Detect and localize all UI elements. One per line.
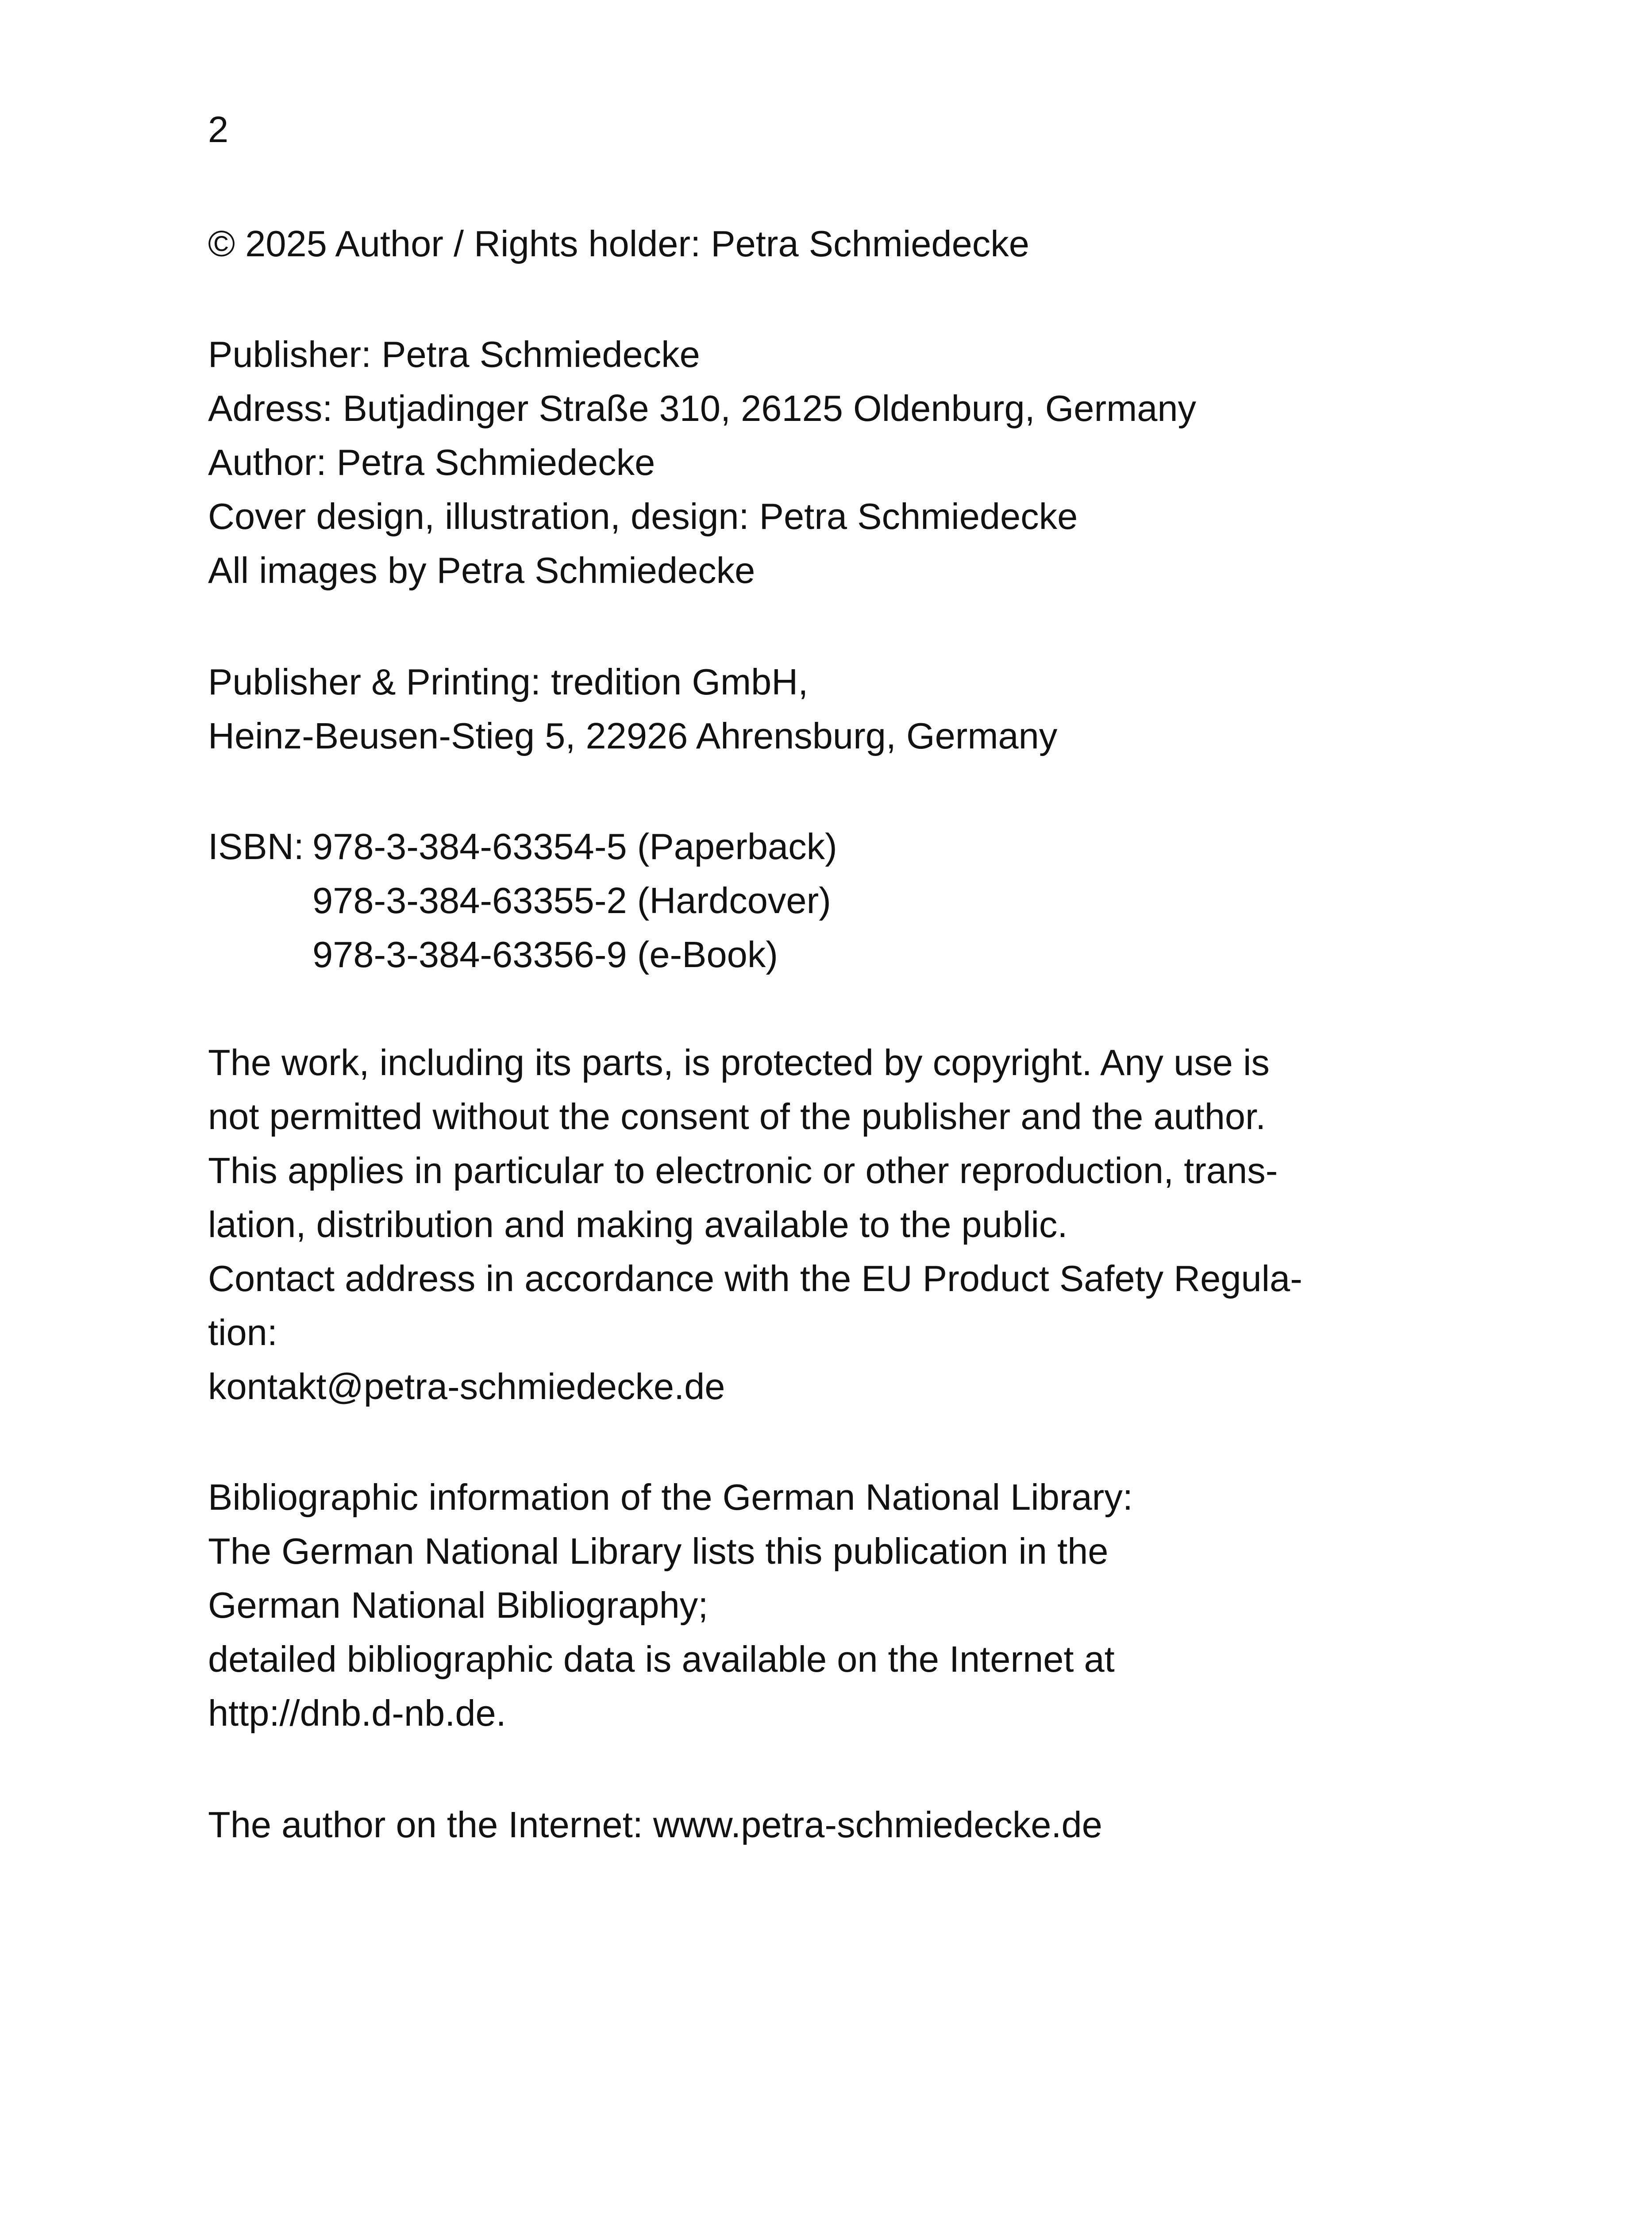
isbn-row <box>208 928 837 982</box>
printing-address-line: Heinz-Beusen-Stieg 5, 22926 Ahrensburg, Germany <box>208 715 1058 756</box>
isbn-hardcover: 978-3-384-63355-2 (Hardcover) <box>312 880 831 921</box>
author-line: Author: Petra Schmiedecke <box>208 442 655 483</box>
isbn-paperback: 978-3-384-63354-5 (Paperback) <box>312 826 837 867</box>
rights-line: The work, including its parts, is protected by copyright. Any use is <box>208 1042 1270 1083</box>
images-credit-line: All images by Petra Schmiedecke <box>208 550 755 591</box>
rights-block <box>208 1036 1302 1414</box>
isbn-ebook: 978-3-384-63356-9 (e-Book) <box>312 934 778 975</box>
isbn-label: ISBN: <box>208 826 304 867</box>
contact-email: kontakt@petra-schmiedecke.de <box>208 1366 725 1407</box>
dnb-url: http://dnb.d-nb.de. <box>208 1693 506 1734</box>
rights-line: not permitted without the consent of the publisher and the author. <box>208 1096 1266 1137</box>
isbn-row <box>208 820 837 874</box>
printing-block <box>208 655 1057 763</box>
biblio-line: The German National Library lists this publication in the <box>208 1531 1109 1572</box>
contact-line: Contact address in accordance with the EU Product Safety Regula- <box>208 1258 1302 1299</box>
biblio-line: German National Bibliography; <box>208 1585 709 1626</box>
author-website-line: The author on the Internet: www.petra-schmiedecke.de <box>208 1804 1102 1845</box>
author-website-block <box>208 1798 1102 1852</box>
printing-publisher-line: Publisher & Printing: tredition GmbH, <box>208 661 809 702</box>
contact-line: tion: <box>208 1312 277 1353</box>
rights-line: lation, distribution and making available to the public. <box>208 1204 1068 1245</box>
copyright-line: © 2025 Author / Rights holder: Petra Schmiedecke <box>208 223 1029 264</box>
rights-line: This applies in particular to electronic or other reproduction, trans- <box>208 1150 1278 1191</box>
isbn-row <box>208 874 837 928</box>
publisher-line: Publisher: Petra Schmiedecke <box>208 334 700 375</box>
biblio-line: detailed bibliographic data is available on the Internet at <box>208 1639 1115 1680</box>
page-number: 2 <box>208 109 229 150</box>
address-line: Adress: Butjadinger Straße 310, 26125 Oldenburg, Germany <box>208 388 1197 429</box>
isbn-block <box>208 820 837 982</box>
design-credit-line: Cover design, illustration, design: Petra Schmiedecke <box>208 496 1078 537</box>
publisher-block <box>208 328 1196 598</box>
biblio-line: Bibliographic information of the German National Library: <box>208 1477 1133 1518</box>
bibliographic-block <box>208 1470 1133 1740</box>
